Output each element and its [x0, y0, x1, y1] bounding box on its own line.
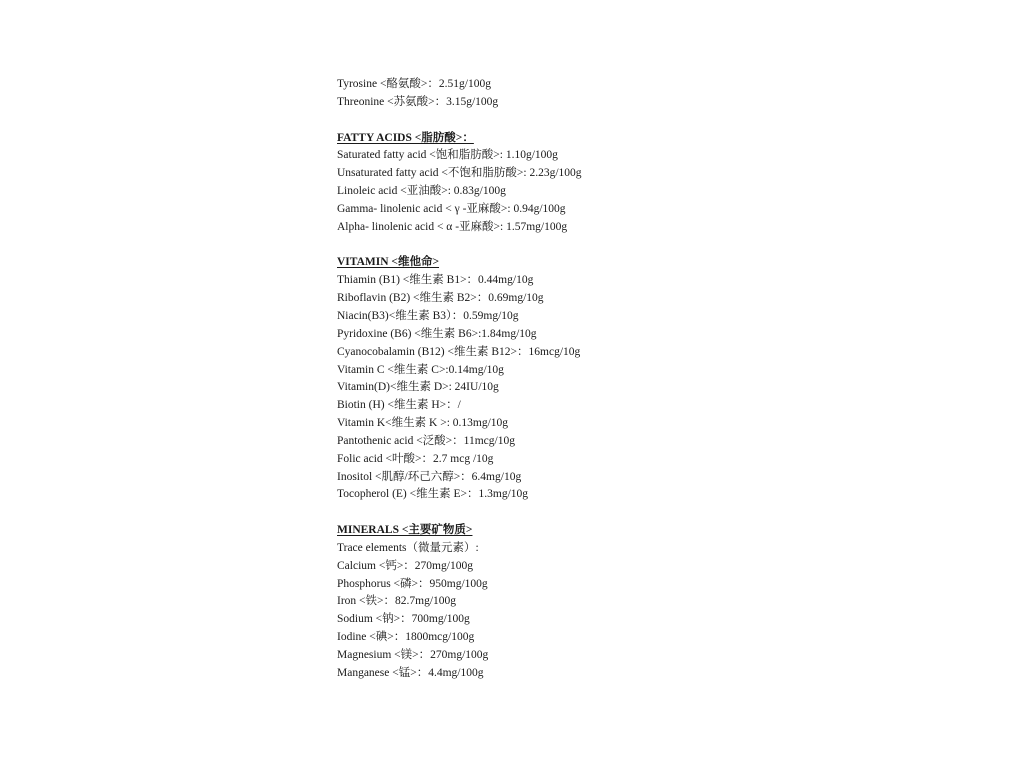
nutrient-line-inositol: Inositol <肌醇/环己六醇>：6.4mg/10g: [337, 470, 522, 483]
nutrient-line-calcium: Calcium <钙>：270mg/100g: [337, 559, 473, 572]
nutrition-document: [337, 76, 757, 683]
nutrient-line-folic-acid: Folic acid <叶酸>：2.7 mcg /10g: [337, 452, 494, 465]
nutrient-line-unsaturated-fatty-acid: Unsaturated fatty acid <不饱和脂肪酸>: 2.23g/100g: [337, 167, 582, 180]
nutrient-line-thiamin: Thiamin (B1) <维生素 B1>：0.44mg/10g: [337, 274, 534, 287]
nutrient-line-cyanocobalamin: Cyanocobalamin (B12) <维生素 B12>：16mcg/10g: [337, 345, 581, 358]
vitamin-heading: VITAMIN <维他命>: [337, 256, 440, 269]
nutrient-line-magnesium: Magnesium <镁>：270mg/100g: [337, 649, 489, 661]
nutrient-line-pantothenic-acid: Pantothenic acid <泛酸>：11mcg/10g: [337, 434, 515, 447]
section-spacer: [337, 237, 757, 255]
nutrient-line-vitamin-c: Vitamin C <维生素 C>:0.14mg/10g: [337, 363, 504, 376]
nutrient-line-alpha-linolenic-acid: Alpha- linolenic acid < α -亚麻酸>: 1.57mg/100g: [337, 220, 568, 233]
nutrient-line-biotin: Biotin (H) <维生素 H>：/: [337, 399, 461, 412]
nutrient-line-gamma-linolenic-acid: Gamma- linolenic acid < γ -亚麻酸>: 0.94g/100g: [337, 202, 566, 215]
section-spacer: [337, 112, 757, 130]
nutrient-line-linoleic-acid: Linoleic acid <亚油酸>: 0.83g/100g: [337, 185, 506, 198]
section-spacer: [337, 504, 757, 522]
nutrient-line-phosphorus: Phosphorus <磷>：950mg/100g: [337, 577, 488, 590]
nutrient-line-tyrosine: Tyrosine <酪氨酸>：2.51g/100g: [337, 78, 491, 90]
nutrient-line-saturated-fatty-acid: Saturated fatty acid <饱和脂肪酸>: 1.10g/100g: [337, 149, 558, 162]
nutrient-line-niacin: Niacin(B3)<维生素 B3）：0.59mg/10g: [337, 309, 519, 322]
nutrient-line-riboflavin: Riboflavin (B2) <维生素 B2>：0.69mg/10g: [337, 292, 544, 305]
nutrient-line-sodium: Sodium <钠>：700mg/100g: [337, 613, 470, 626]
minerals-heading: MINERALS <主要矿物质>: [337, 524, 473, 537]
nutrient-line-iron: Iron <铁>：82.7mg/100g: [337, 595, 457, 608]
nutrient-line-pyridoxine: Pyridoxine (B6) <维生素 B6>:1.84mg/10g: [337, 327, 537, 340]
nutrient-line-tocopherol: Tocopherol (E) <维生素 E>：1.3mg/10g: [337, 488, 529, 501]
nutrient-line-vitamin-k: Vitamin K<维生素 K >: 0.13mg/10g: [337, 417, 509, 430]
nutrient-line-threonine: Threonine <苏氨酸>：3.15g/100g: [337, 95, 499, 108]
nutrient-line-manganese: Manganese <锰>：4.4mg/100g: [337, 666, 484, 679]
nutrient-line-trace-elements: Trace elements（微量元素）:: [337, 541, 479, 554]
fatty-acids-heading: FATTY ACIDS <脂肪酸>：: [337, 131, 474, 144]
nutrient-line-iodine: Iodine <碘>：1800mcg/100g: [337, 631, 475, 644]
nutrient-line-vitamin-d: Vitamin(D)<维生素 D>: 24IU/10g: [337, 381, 499, 394]
